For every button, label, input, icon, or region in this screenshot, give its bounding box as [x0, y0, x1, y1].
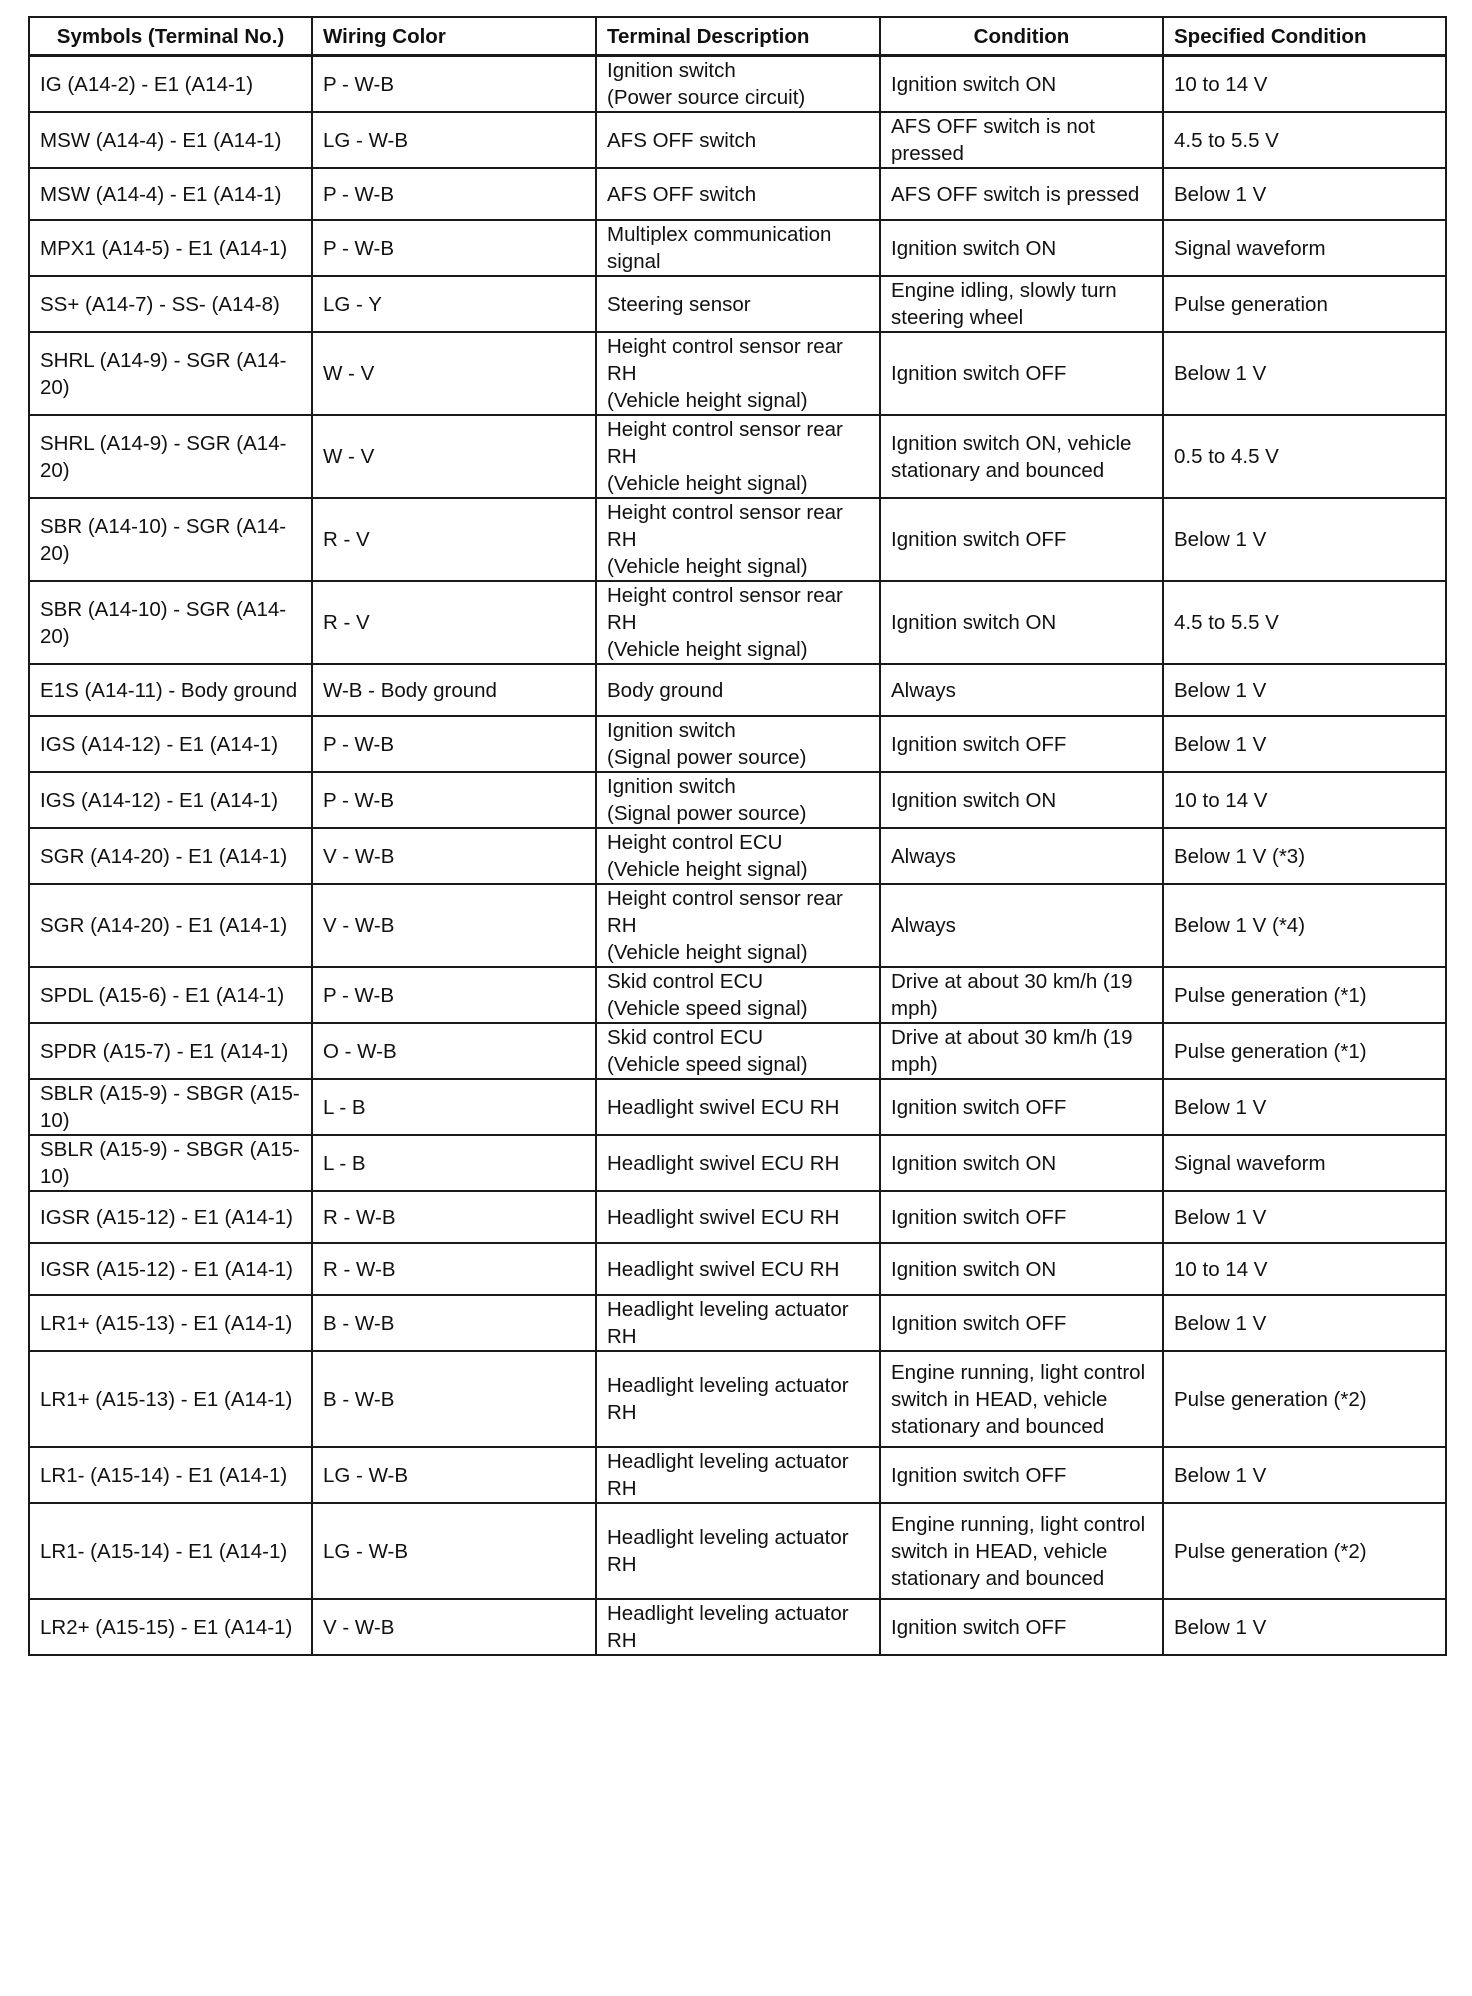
cell-wiring-color: W - V — [312, 415, 596, 498]
cell-wiring-color: R - V — [312, 581, 596, 664]
header-condition: Condition — [880, 17, 1163, 56]
cell-specified-condition: 10 to 14 V — [1163, 772, 1446, 828]
cell-specified-condition: Below 1 V — [1163, 664, 1446, 716]
cell-specified-condition: 4.5 to 5.5 V — [1163, 581, 1446, 664]
header-wiring-color: Wiring Color — [312, 17, 596, 56]
cell-condition: Engine running, light control switch in HEAD, vehicle stationary and bounced — [880, 1351, 1163, 1447]
cell-wiring-color: W-B - Body ground — [312, 664, 596, 716]
cell-specified-condition: Below 1 V — [1163, 716, 1446, 772]
cell-condition: Ignition switch ON — [880, 1135, 1163, 1191]
cell-condition: Drive at about 30 km/h (19 mph) — [880, 967, 1163, 1023]
cell-specified-condition: Below 1 V — [1163, 1599, 1446, 1655]
cell-terminal-description: Headlight swivel ECU RH — [596, 1243, 880, 1295]
cell-wiring-color: P - W-B — [312, 967, 596, 1023]
cell-specified-condition: Below 1 V — [1163, 1079, 1446, 1135]
cell-specified-condition: Below 1 V — [1163, 332, 1446, 415]
cell-terminal-description: Height control ECU (Vehicle height signal) — [596, 828, 880, 884]
table-row — [29, 1191, 1446, 1243]
cell-wiring-color: LG - Y — [312, 276, 596, 332]
cell-specified-condition: 10 to 14 V — [1163, 1243, 1446, 1295]
cell-terminal-description: Headlight swivel ECU RH — [596, 1135, 880, 1191]
table-row — [29, 581, 1446, 664]
cell-terminal-description: Steering sensor — [596, 276, 880, 332]
cell-specified-condition: Below 1 V — [1163, 1295, 1446, 1351]
cell-wiring-color: R - W-B — [312, 1243, 596, 1295]
table-row — [29, 1351, 1446, 1447]
cell-condition: Ignition switch OFF — [880, 1447, 1163, 1503]
cell-symbols: LR1+ (A15-13) - E1 (A14-1) — [29, 1295, 312, 1351]
cell-symbols: E1S (A14-11) - Body ground — [29, 664, 312, 716]
cell-condition: Drive at about 30 km/h (19 mph) — [880, 1023, 1163, 1079]
cell-condition: Ignition switch ON — [880, 772, 1163, 828]
cell-wiring-color: B - W-B — [312, 1351, 596, 1447]
cell-specified-condition: Below 1 V — [1163, 1447, 1446, 1503]
cell-specified-condition: Pulse generation (*2) — [1163, 1503, 1446, 1599]
cell-condition: Ignition switch OFF — [880, 716, 1163, 772]
cell-terminal-description: Ignition switch (Power source circuit) — [596, 56, 880, 113]
cell-wiring-color: V - W-B — [312, 1599, 596, 1655]
cell-symbols: SS+ (A14-7) - SS- (A14-8) — [29, 276, 312, 332]
table-row — [29, 828, 1446, 884]
cell-condition: AFS OFF switch is not pressed — [880, 112, 1163, 168]
cell-wiring-color: L - B — [312, 1135, 596, 1191]
cell-specified-condition: Below 1 V — [1163, 498, 1446, 581]
cell-specified-condition: Pulse generation (*1) — [1163, 967, 1446, 1023]
cell-symbols: SPDL (A15-6) - E1 (A14-1) — [29, 967, 312, 1023]
cell-terminal-description: Headlight leveling actuator RH — [596, 1351, 880, 1447]
cell-terminal-description: Height control sensor rear RH (Vehicle height signal) — [596, 581, 880, 664]
cell-specified-condition: Pulse generation — [1163, 276, 1446, 332]
cell-specified-condition: Signal waveform — [1163, 220, 1446, 276]
cell-symbols: IGS (A14-12) - E1 (A14-1) — [29, 772, 312, 828]
cell-symbols: SPDR (A15-7) - E1 (A14-1) — [29, 1023, 312, 1079]
cell-condition: Ignition switch OFF — [880, 1079, 1163, 1135]
cell-condition: Always — [880, 664, 1163, 716]
cell-condition: Ignition switch ON — [880, 1243, 1163, 1295]
cell-terminal-description: Height control sensor rear RH (Vehicle height signal) — [596, 415, 880, 498]
table-row — [29, 1599, 1446, 1655]
cell-wiring-color: LG - W-B — [312, 1503, 596, 1599]
cell-terminal-description: AFS OFF switch — [596, 168, 880, 220]
header-specified-condition: Specified Condition — [1163, 17, 1446, 56]
cell-wiring-color: P - W-B — [312, 56, 596, 113]
table-row — [29, 967, 1446, 1023]
table-row — [29, 1503, 1446, 1599]
cell-condition: Always — [880, 828, 1163, 884]
cell-condition: Ignition switch OFF — [880, 1295, 1163, 1351]
cell-symbols: SGR (A14-20) - E1 (A14-1) — [29, 884, 312, 967]
cell-condition: Ignition switch OFF — [880, 1599, 1163, 1655]
table-row — [29, 168, 1446, 220]
cell-symbols: LR1- (A15-14) - E1 (A14-1) — [29, 1503, 312, 1599]
cell-condition: Ignition switch OFF — [880, 332, 1163, 415]
table-row — [29, 772, 1446, 828]
cell-terminal-description: Headlight leveling actuator RH — [596, 1599, 880, 1655]
cell-wiring-color: P - W-B — [312, 220, 596, 276]
terminal-table-container — [28, 16, 1445, 1656]
cell-symbols: SHRL (A14-9) - SGR (A14-20) — [29, 332, 312, 415]
cell-condition: Engine idling, slowly turn steering wheel — [880, 276, 1163, 332]
cell-wiring-color: LG - W-B — [312, 112, 596, 168]
header-symbols: Symbols (Terminal No.) — [29, 17, 312, 56]
cell-specified-condition: 4.5 to 5.5 V — [1163, 112, 1446, 168]
cell-terminal-description: Headlight swivel ECU RH — [596, 1191, 880, 1243]
cell-condition: Always — [880, 884, 1163, 967]
table-row — [29, 1135, 1446, 1191]
cell-condition: Ignition switch ON — [880, 581, 1163, 664]
cell-terminal-description: Skid control ECU (Vehicle speed signal) — [596, 967, 880, 1023]
cell-specified-condition: 10 to 14 V — [1163, 56, 1446, 113]
cell-specified-condition: Below 1 V (*4) — [1163, 884, 1446, 967]
cell-specified-condition: Pulse generation (*1) — [1163, 1023, 1446, 1079]
table-row — [29, 664, 1446, 716]
cell-symbols: SBLR (A15-9) - SBGR (A15-10) — [29, 1079, 312, 1135]
header-terminal-description: Terminal Description — [596, 17, 880, 56]
cell-symbols: SGR (A14-20) - E1 (A14-1) — [29, 828, 312, 884]
table-row — [29, 332, 1446, 415]
table-row — [29, 276, 1446, 332]
cell-specified-condition: Signal waveform — [1163, 1135, 1446, 1191]
cell-symbols: MSW (A14-4) - E1 (A14-1) — [29, 168, 312, 220]
table-row — [29, 220, 1446, 276]
cell-wiring-color: P - W-B — [312, 168, 596, 220]
cell-symbols: IGS (A14-12) - E1 (A14-1) — [29, 716, 312, 772]
table-row — [29, 1295, 1446, 1351]
cell-wiring-color: O - W-B — [312, 1023, 596, 1079]
cell-terminal-description: Ignition switch (Signal power source) — [596, 772, 880, 828]
cell-condition: Ignition switch OFF — [880, 498, 1163, 581]
table-row — [29, 112, 1446, 168]
table-body — [29, 56, 1446, 1656]
cell-wiring-color: LG - W-B — [312, 1447, 596, 1503]
cell-symbols: SHRL (A14-9) - SGR (A14-20) — [29, 415, 312, 498]
cell-terminal-description: Multiplex communication signal — [596, 220, 880, 276]
cell-symbols: SBR (A14-10) - SGR (A14-20) — [29, 581, 312, 664]
cell-wiring-color: V - W-B — [312, 828, 596, 884]
cell-terminal-description: Headlight leveling actuator RH — [596, 1295, 880, 1351]
cell-terminal-description: Skid control ECU (Vehicle speed signal) — [596, 1023, 880, 1079]
cell-condition: Ignition switch OFF — [880, 1191, 1163, 1243]
cell-wiring-color: W - V — [312, 332, 596, 415]
cell-terminal-description: Height control sensor rear RH (Vehicle height signal) — [596, 884, 880, 967]
table-row — [29, 884, 1446, 967]
cell-terminal-description: AFS OFF switch — [596, 112, 880, 168]
cell-symbols: LR1- (A15-14) - E1 (A14-1) — [29, 1447, 312, 1503]
table-row — [29, 415, 1446, 498]
cell-specified-condition: Below 1 V (*3) — [1163, 828, 1446, 884]
cell-terminal-description: Headlight swivel ECU RH — [596, 1079, 880, 1135]
cell-wiring-color: B - W-B — [312, 1295, 596, 1351]
cell-condition: AFS OFF switch is pressed — [880, 168, 1163, 220]
cell-specified-condition: 0.5 to 4.5 V — [1163, 415, 1446, 498]
cell-specified-condition: Pulse generation (*2) — [1163, 1351, 1446, 1447]
cell-symbols: MSW (A14-4) - E1 (A14-1) — [29, 112, 312, 168]
table-row — [29, 56, 1446, 113]
cell-wiring-color: L - B — [312, 1079, 596, 1135]
cell-symbols: SBR (A14-10) - SGR (A14-20) — [29, 498, 312, 581]
table-row — [29, 498, 1446, 581]
cell-terminal-description: Height control sensor rear RH (Vehicle height signal) — [596, 498, 880, 581]
cell-symbols: MPX1 (A14-5) - E1 (A14-1) — [29, 220, 312, 276]
cell-condition: Ignition switch ON, vehicle stationary and bounced — [880, 415, 1163, 498]
terminal-table — [28, 16, 1447, 1656]
cell-wiring-color: R - W-B — [312, 1191, 596, 1243]
cell-terminal-description: Height control sensor rear RH (Vehicle height signal) — [596, 332, 880, 415]
table-row — [29, 1243, 1446, 1295]
cell-symbols: SBLR (A15-9) - SBGR (A15-10) — [29, 1135, 312, 1191]
cell-condition: Engine running, light control switch in HEAD, vehicle stationary and bounced — [880, 1503, 1163, 1599]
table-row — [29, 1447, 1446, 1503]
table-row — [29, 1023, 1446, 1079]
cell-symbols: IGSR (A15-12) - E1 (A14-1) — [29, 1191, 312, 1243]
cell-symbols: LR2+ (A15-15) - E1 (A14-1) — [29, 1599, 312, 1655]
cell-condition: Ignition switch ON — [880, 220, 1163, 276]
cell-wiring-color: P - W-B — [312, 772, 596, 828]
cell-wiring-color: V - W-B — [312, 884, 596, 967]
table-row — [29, 1079, 1446, 1135]
cell-symbols: LR1+ (A15-13) - E1 (A14-1) — [29, 1351, 312, 1447]
table-row — [29, 716, 1446, 772]
cell-wiring-color: P - W-B — [312, 716, 596, 772]
cell-specified-condition: Below 1 V — [1163, 168, 1446, 220]
cell-symbols: IGSR (A15-12) - E1 (A14-1) — [29, 1243, 312, 1295]
cell-symbols: IG (A14-2) - E1 (A14-1) — [29, 56, 312, 113]
cell-specified-condition: Below 1 V — [1163, 1191, 1446, 1243]
cell-terminal-description: Headlight leveling actuator RH — [596, 1503, 880, 1599]
cell-terminal-description: Headlight leveling actuator RH — [596, 1447, 880, 1503]
cell-terminal-description: Ignition switch (Signal power source) — [596, 716, 880, 772]
header-row — [29, 17, 1446, 56]
cell-wiring-color: R - V — [312, 498, 596, 581]
cell-terminal-description: Body ground — [596, 664, 880, 716]
table-header — [29, 17, 1446, 56]
cell-condition: Ignition switch ON — [880, 56, 1163, 113]
